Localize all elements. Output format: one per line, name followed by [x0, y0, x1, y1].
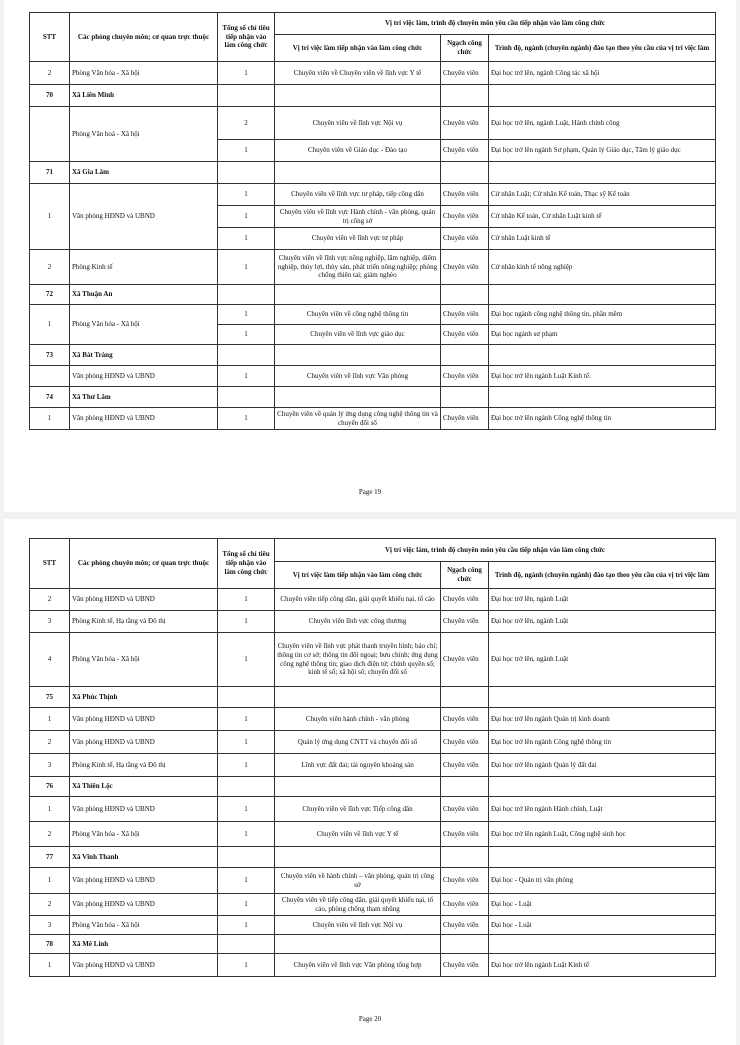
- row-position: Chuyên viên về lĩnh vực tư pháp, tiếp công dân: [275, 184, 441, 206]
- row-total-quota: 1: [218, 731, 275, 754]
- row-stt: 2: [30, 250, 70, 285]
- commune-name: Xã Gia Lâm: [70, 162, 218, 184]
- row-qualification: Đại học trở lên ngành Công nghệ thông tin: [489, 408, 716, 430]
- row-position: Chuyên viên về lĩnh vực nông nghiệp, lâm nghiệp, diêm nghiệp, thủy lợi, thủy sản, phát triển nông nghiệp; phòng chống thiên tai; giảm nghèo: [275, 250, 441, 285]
- empty-cell: [275, 85, 441, 107]
- row-stt: 4: [30, 633, 70, 687]
- row-qualification: Đại học trở lên, ngành Luật: [489, 611, 716, 633]
- row-stt: 72: [30, 285, 70, 305]
- row-department: Phòng Kinh tế, Hạ tầng và Đô thị: [70, 611, 218, 633]
- empty-cell: [218, 162, 275, 184]
- row-position: Quản lý ứng dụng CNTT và chuyển đổi số: [275, 731, 441, 754]
- empty-cell: [218, 285, 275, 305]
- commune-name: Xã Thư Lâm: [70, 387, 218, 408]
- row-total-quota: 1: [218, 708, 275, 731]
- commune-name: Xã Thiên Lộc: [70, 777, 218, 797]
- commune-row: [30, 285, 716, 305]
- table-row: [30, 633, 716, 687]
- row-qualification: Đại học - Luật: [489, 916, 716, 935]
- row-stt: 2: [30, 731, 70, 754]
- row-qualification: Cử nhân kinh tế nông nghiệp: [489, 250, 716, 285]
- row-stt: 2: [30, 894, 70, 916]
- empty-cell: [218, 85, 275, 107]
- commune-name: Xã Bát Tràng: [70, 345, 218, 366]
- row-stt: 1: [30, 408, 70, 430]
- row-qualification: Đại học trở lên ngành Luật Kinh tế: [489, 954, 716, 977]
- empty-cell: [441, 345, 489, 366]
- row-total-quota: 1: [218, 589, 275, 611]
- empty-cell: [275, 345, 441, 366]
- row-qualification: Đại học trở lên ngành Sư phạm, Quản lý Giáo dục, Tâm lý giáo dục: [489, 140, 716, 162]
- row-qualification: Đại học trở lên, ngành Luật, Hành chính công: [489, 107, 716, 140]
- row-position: Chuyên viên tiếp công dân, giải quyết khiếu nại, tố cáo: [275, 589, 441, 611]
- header-qualification: Trình độ, ngành (chuyên ngành) đào tạo theo yêu cầu của vị trí việc làm: [489, 35, 716, 62]
- empty-cell: [489, 387, 716, 408]
- row-department: Phòng Văn hoá - Xã hội: [70, 107, 218, 162]
- empty-cell: [441, 935, 489, 954]
- table-row: [30, 250, 716, 285]
- row-rank: Chuyên viên: [441, 366, 489, 387]
- row-rank: Chuyên viên: [441, 611, 489, 633]
- row-position: Chuyên viên về tiếp công dân, giải quyết khiếu nại, tố cáo, phòng chống tham nhũng: [275, 894, 441, 916]
- header-stt: STT: [30, 13, 70, 62]
- empty-cell: [218, 847, 275, 868]
- header-department: Các phòng chuyên môn; cơ quan trực thuộc: [70, 539, 218, 589]
- empty-cell: [441, 847, 489, 868]
- row-total-quota: 1: [218, 633, 275, 687]
- table-row: [30, 954, 716, 977]
- row-total-quota: 1: [218, 305, 275, 325]
- row-rank: Chuyên viên: [441, 708, 489, 731]
- empty-cell: [218, 777, 275, 797]
- row-department: Văn phòng HĐND và UBND: [70, 708, 218, 731]
- row-stt: 71: [30, 162, 70, 184]
- row-qualification: Đại học trở lên ngành Luật Kinh tế.: [489, 366, 716, 387]
- empty-cell: [489, 85, 716, 107]
- empty-cell: [441, 387, 489, 408]
- row-total-quota: 1: [218, 408, 275, 430]
- row-rank: Chuyên viên: [441, 325, 489, 345]
- row-total-quota: 1: [218, 366, 275, 387]
- table-row: [30, 611, 716, 633]
- row-department: Văn phòng HĐND và UBND: [70, 954, 218, 977]
- row-qualification: Đại học trở lên ngành Công nghệ thông tin: [489, 731, 716, 754]
- row-position: Lĩnh vực đất đai; tài nguyên khoáng sản: [275, 754, 441, 777]
- row-position: Chuyên viên hành chính - văn phòng: [275, 708, 441, 731]
- row-position: Chuyên viên về lĩnh vực phát thanh truyền hình; báo chí; thông tin cơ sở; thông tin đối ngoại; bưu chính; ứng dụng công nghệ thông tin; giao dịch điện tử; chính quyền số; kinh tế số; xã hội số; chuyển đổi số: [275, 633, 441, 687]
- header-rank: Ngạch công chức: [441, 35, 489, 62]
- header-group: Vị trí việc làm, trình độ chuyên môn yêu cầu tiếp nhận vào làm công chức: [275, 13, 716, 35]
- empty-cell: [275, 777, 441, 797]
- table-row: [30, 184, 716, 206]
- row-position: Chuyên viên về Giáo dục - Đào tạo: [275, 140, 441, 162]
- empty-cell: [441, 162, 489, 184]
- row-position: Chuyên viên về Chuyên viên về lĩnh vực Y tế: [275, 62, 441, 85]
- row-department: Phòng Văn hóa - Xã hội: [70, 633, 218, 687]
- row-rank: Chuyên viên: [441, 822, 489, 847]
- table-row: [30, 366, 716, 387]
- empty-cell: [489, 777, 716, 797]
- recruitment-table: [29, 538, 716, 977]
- table-row: [30, 894, 716, 916]
- row-qualification: Đại học trở lên ngành Quản lý đất đai: [489, 754, 716, 777]
- row-stt: [30, 107, 70, 162]
- row-rank: Chuyên viên: [441, 754, 489, 777]
- empty-cell: [218, 687, 275, 708]
- row-rank: Chuyên viên: [441, 184, 489, 206]
- row-rank: Chuyên viên: [441, 140, 489, 162]
- empty-cell: [218, 935, 275, 954]
- document-page-19: [4, 0, 736, 512]
- page-number: Page 20: [358, 1015, 382, 1023]
- empty-cell: [275, 387, 441, 408]
- row-stt: 1: [30, 305, 70, 345]
- empty-cell: [275, 162, 441, 184]
- header-position: Vị trí việc làm tiếp nhận vào làm công chức: [275, 562, 441, 589]
- table-row: [30, 589, 716, 611]
- row-rank: Chuyên viên: [441, 408, 489, 430]
- commune-name: Xã Thuận An: [70, 285, 218, 305]
- row-qualification: Đại học trở lên ngành Hành chính, Luật: [489, 797, 716, 822]
- table-row: [30, 822, 716, 847]
- row-department: Phòng Kinh tế: [70, 250, 218, 285]
- commune-row: [30, 162, 716, 184]
- row-rank: Chuyên viên: [441, 797, 489, 822]
- row-stt: 1: [30, 954, 70, 977]
- row-stt: 70: [30, 85, 70, 107]
- row-total-quota: 1: [218, 611, 275, 633]
- row-stt: 73: [30, 345, 70, 366]
- row-department: Văn phòng HĐND và UBND: [70, 868, 218, 894]
- header-rank: Ngạch công chức: [441, 562, 489, 589]
- header-position: Vị trí việc làm tiếp nhận vào làm công chức: [275, 35, 441, 62]
- row-position: Chuyên viên về lĩnh vực Nội vụ: [275, 107, 441, 140]
- table-row: [30, 62, 716, 85]
- header-total-quota: Tổng số chỉ tiêu tiếp nhận vào làm công chức: [218, 13, 275, 62]
- row-total-quota: 1: [218, 868, 275, 894]
- commune-row: [30, 935, 716, 954]
- row-qualification: Đại học - Luật: [489, 894, 716, 916]
- row-stt: 76: [30, 777, 70, 797]
- header-qualification: Trình độ, ngành (chuyên ngành) đào tạo theo yêu cầu của vị trí việc làm: [489, 562, 716, 589]
- row-position: Chuyên viên về lĩnh vực Hành chính - văn phòng, quản trị công sở: [275, 206, 441, 228]
- row-stt: 3: [30, 754, 70, 777]
- row-rank: Chuyên viên: [441, 916, 489, 935]
- header-stt: STT: [30, 539, 70, 589]
- recruitment-table: [29, 12, 716, 430]
- row-stt: 77: [30, 847, 70, 868]
- document-page-20: [4, 519, 736, 1045]
- empty-cell: [441, 777, 489, 797]
- row-total-quota: 1: [218, 228, 275, 250]
- row-qualification: Cử nhân Luật kinh tế: [489, 228, 716, 250]
- row-position: Chuyên viên về lĩnh vực Văn phòng tổng hợp: [275, 954, 441, 977]
- row-stt: 75: [30, 687, 70, 708]
- row-stt: 2: [30, 589, 70, 611]
- empty-cell: [489, 847, 716, 868]
- table-row: [30, 797, 716, 822]
- row-total-quota: 1: [218, 916, 275, 935]
- row-total-quota: 1: [218, 822, 275, 847]
- row-rank: Chuyên viên: [441, 589, 489, 611]
- row-stt: 1: [30, 184, 70, 250]
- empty-cell: [441, 687, 489, 708]
- row-rank: Chuyên viên: [441, 954, 489, 977]
- row-stt: 1: [30, 708, 70, 731]
- row-stt: 3: [30, 611, 70, 633]
- header-group: Vị trí việc làm, trình độ chuyên môn yêu cầu tiếp nhận vào làm công chức: [275, 539, 716, 562]
- row-department: Văn phòng HĐND và UBND: [70, 894, 218, 916]
- row-total-quota: 1: [218, 206, 275, 228]
- row-department: Văn phòng HĐND và UBND: [70, 731, 218, 754]
- row-rank: Chuyên viên: [441, 250, 489, 285]
- empty-cell: [489, 345, 716, 366]
- commune-row: [30, 687, 716, 708]
- row-position: Chuyên viên về lĩnh vực tư pháp: [275, 228, 441, 250]
- table-row: [30, 916, 716, 935]
- row-department: Văn phòng HĐND và UBND: [70, 184, 218, 250]
- row-department: Văn phòng HĐND và UBND: [70, 366, 218, 387]
- header-total-quota: Tổng số chỉ tiêu tiếp nhận vào làm công chức: [218, 539, 275, 589]
- row-position: Chuyên viên về quản lý ứng dụng công nghệ thông tin và chuyển đổi số: [275, 408, 441, 430]
- row-rank: Chuyên viên: [441, 894, 489, 916]
- row-department: Văn phòng HĐND và UBND: [70, 589, 218, 611]
- row-rank: Chuyên viên: [441, 228, 489, 250]
- empty-cell: [441, 285, 489, 305]
- row-total-quota: 1: [218, 754, 275, 777]
- row-rank: Chuyên viên: [441, 305, 489, 325]
- row-total-quota: 2: [218, 107, 275, 140]
- row-position: Chuyên viên về lĩnh vực giáo dục: [275, 325, 441, 345]
- row-position: Chuyên viên về lĩnh vực Văn phòng: [275, 366, 441, 387]
- empty-cell: [218, 387, 275, 408]
- row-qualification: Cử nhân Kế toán, Cử nhân Luật kinh tế: [489, 206, 716, 228]
- row-stt: 1: [30, 868, 70, 894]
- row-position: Chuyên viên về lĩnh vực Nội vụ: [275, 916, 441, 935]
- empty-cell: [275, 687, 441, 708]
- row-total-quota: 1: [218, 797, 275, 822]
- row-department: Văn phòng HĐND và UBND: [70, 408, 218, 430]
- commune-name: Xã Liên Minh: [70, 85, 218, 107]
- empty-cell: [489, 687, 716, 708]
- empty-cell: [218, 345, 275, 366]
- row-department: Phòng Văn hóa - Xã hội: [70, 62, 218, 85]
- row-position: Chuyên viên về lĩnh vực Tiếp công dân: [275, 797, 441, 822]
- empty-cell: [489, 285, 716, 305]
- row-qualification: Đại học trở lên, ngành Luật: [489, 633, 716, 687]
- commune-row: [30, 85, 716, 107]
- row-department: Phòng Văn hóa - Xã hội: [70, 305, 218, 345]
- row-stt: 2: [30, 62, 70, 85]
- row-stt: [30, 366, 70, 387]
- row-total-quota: 1: [218, 184, 275, 206]
- row-stt: 1: [30, 797, 70, 822]
- row-qualification: Đại học trở lên ngành Luật, Công nghệ sinh học: [489, 822, 716, 847]
- row-stt: 74: [30, 387, 70, 408]
- commune-row: [30, 387, 716, 408]
- empty-cell: [275, 285, 441, 305]
- row-total-quota: 1: [218, 325, 275, 345]
- row-position: Chuyên viên về công nghệ thông tin: [275, 305, 441, 325]
- table-row: [30, 408, 716, 430]
- row-rank: Chuyên viên: [441, 868, 489, 894]
- row-qualification: Đại học trở lên, ngành Luật: [489, 589, 716, 611]
- commune-row: [30, 847, 716, 868]
- row-position: Chuyên viên lĩnh vực công thương: [275, 611, 441, 633]
- commune-name: Xã Vĩnh Thanh: [70, 847, 218, 868]
- commune-row: [30, 777, 716, 797]
- table-body: [30, 589, 716, 977]
- row-total-quota: 1: [218, 140, 275, 162]
- row-qualification: Đại học trở lên ngành Quản trị kinh doanh: [489, 708, 716, 731]
- row-rank: Chuyên viên: [441, 633, 489, 687]
- empty-cell: [275, 935, 441, 954]
- empty-cell: [489, 935, 716, 954]
- commune-row: [30, 345, 716, 366]
- row-stt: 3: [30, 916, 70, 935]
- table-body: [30, 62, 716, 430]
- empty-cell: [489, 162, 716, 184]
- table-row: [30, 754, 716, 777]
- row-department: Phòng Kinh tế, Hạ tầng và Đô thị: [70, 754, 218, 777]
- row-qualification: Đại học ngành sư phạm: [489, 325, 716, 345]
- table-row: [30, 708, 716, 731]
- page-number: Page 19: [358, 488, 382, 496]
- row-total-quota: 1: [218, 894, 275, 916]
- row-department: Phòng Văn hóa - Xã hội: [70, 822, 218, 847]
- row-qualification: Đại học ngành công nghệ thông tin, phần mềm: [489, 305, 716, 325]
- table-row: [30, 305, 716, 325]
- row-qualification: Đại học - Quản trị văn phòng: [489, 868, 716, 894]
- table-row: [30, 107, 716, 140]
- header-department: Các phòng chuyên môn; cơ quan trực thuộc: [70, 13, 218, 62]
- row-total-quota: 1: [218, 954, 275, 977]
- row-rank: Chuyên viên: [441, 206, 489, 228]
- row-stt: 78: [30, 935, 70, 954]
- row-qualification: Đại học trở lên, ngành Công tác xã hội: [489, 62, 716, 85]
- row-stt: 2: [30, 822, 70, 847]
- empty-cell: [441, 85, 489, 107]
- row-position: Chuyên viên về lĩnh vực Y tế: [275, 822, 441, 847]
- row-rank: Chuyên viên: [441, 107, 489, 140]
- commune-name: Xã Mê Linh: [70, 935, 218, 954]
- row-total-quota: 1: [218, 250, 275, 285]
- row-position: Chuyên viên về hành chính – văn phòng, quản trị công sở: [275, 868, 441, 894]
- row-qualification: Cử nhân Luật; Cử nhân Kế toán, Thạc sỹ Kế toán: [489, 184, 716, 206]
- row-department: Văn phòng HĐND và UBND: [70, 797, 218, 822]
- row-total-quota: 1: [218, 62, 275, 85]
- table-row: [30, 868, 716, 894]
- row-department: Phòng Văn hóa - Xã hội: [70, 916, 218, 935]
- commune-name: Xã Phúc Thịnh: [70, 687, 218, 708]
- table-row: [30, 731, 716, 754]
- row-rank: Chuyên viên: [441, 62, 489, 85]
- empty-cell: [275, 847, 441, 868]
- row-rank: Chuyên viên: [441, 731, 489, 754]
